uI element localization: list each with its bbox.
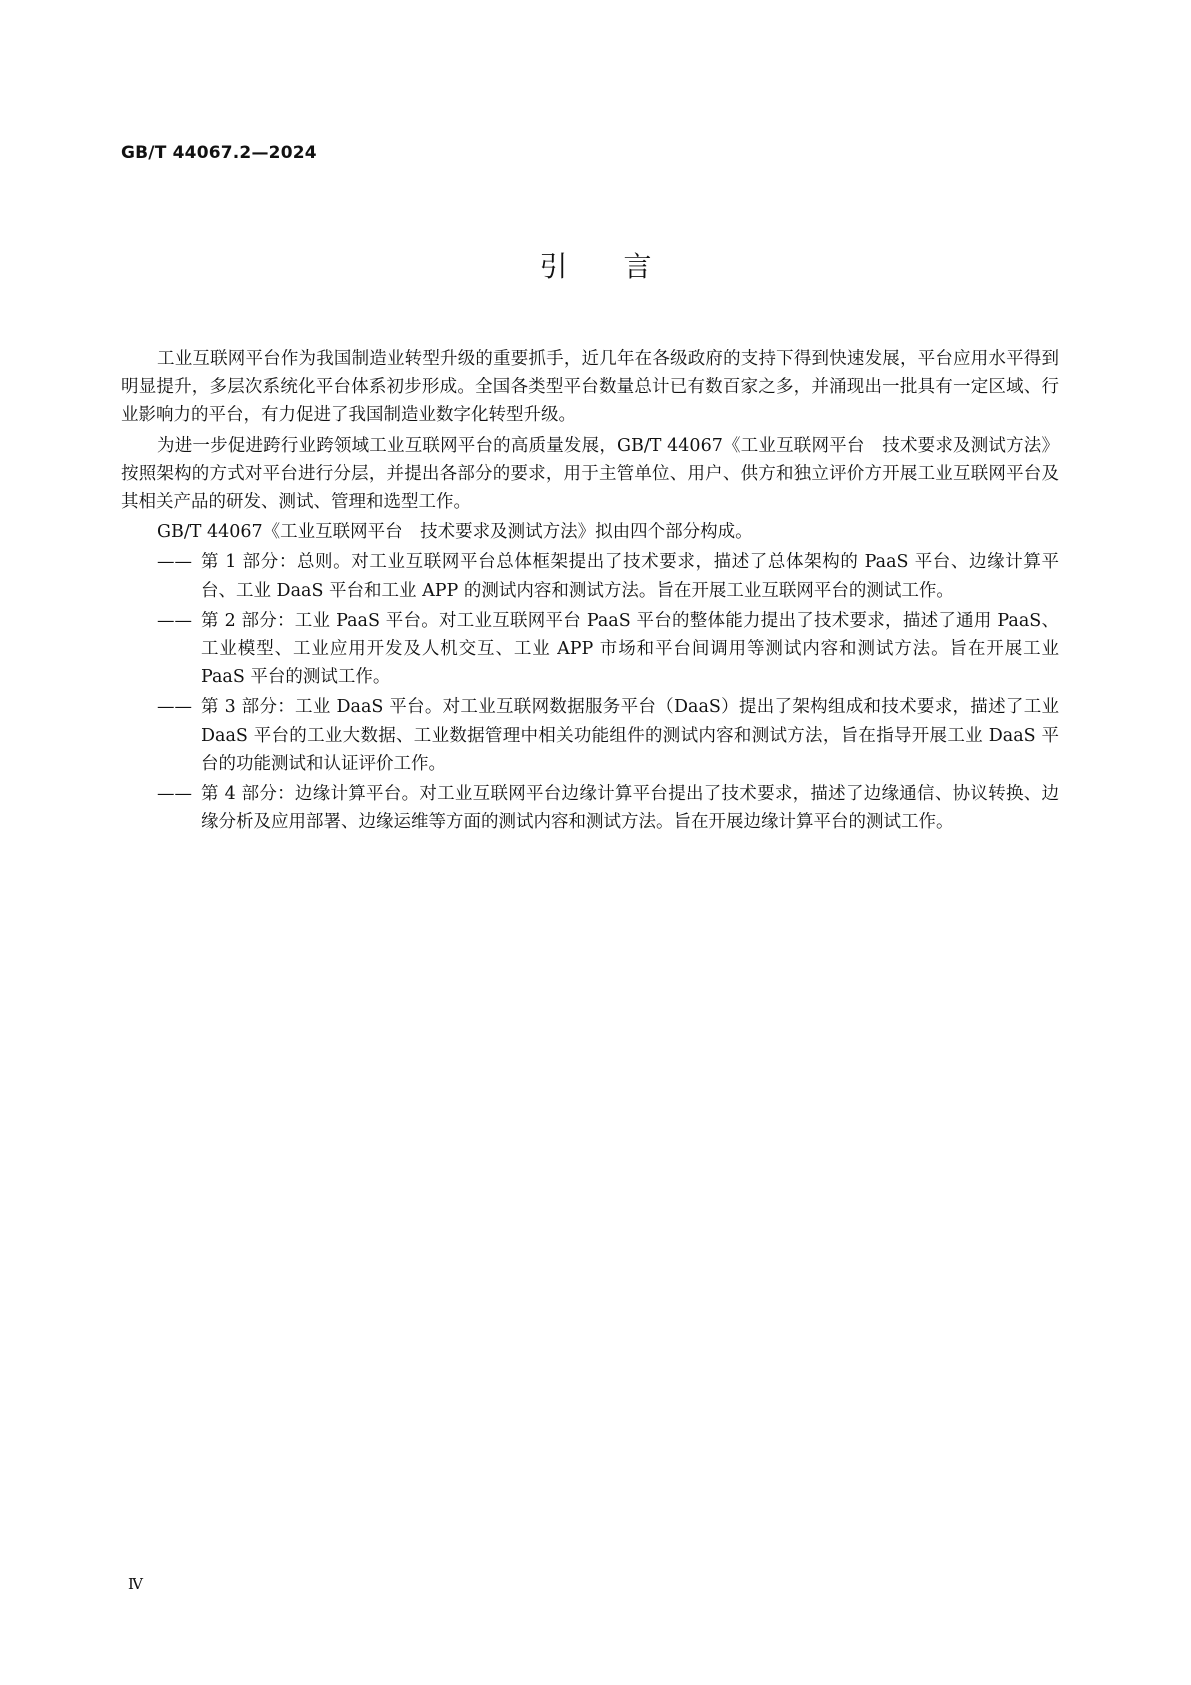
list-item	[121, 548, 1059, 604]
list-item	[121, 607, 1059, 692]
intro-paragraph-2: 为进一步促进跨行业跨领域工业互联网平台的高质量发展，GB/T 44067《工业互联网平台 技术要求及测试方法》按照架构的方式对平台进行分层，并提出各部分的要求，用于主管单位、用户、供方和独立评价方开展工业互联网平台及其相关产品的研发、测试、管理和选型工作。	[121, 435, 1059, 513]
page-title: 引言	[539, 250, 708, 283]
part-2-text: 第 2 部分：工业 PaaS 平台。对工业互联网平台 PaaS 平台的整体能力提出了技术要求，描述了通用 PaaS、工业模型、工业应用开发及人机交互、工业 APP 市场和平台间调用等测试内容和测试方法。旨在开展工业 PaaS 平台的测试工作。	[201, 610, 1059, 688]
intro-paragraph-3: GB/T 44067《工业互联网平台 技术要求及测试方法》拟由四个部分构成。	[157, 522, 753, 543]
document-body	[121, 345, 1059, 836]
part-4-text: 第 4 部分：边缘计算平台。对工业互联网平台边缘计算平台提出了技术要求，描述了边缘通信、协议转换、边缘分析及应用部署、边缘运维等方面的测试内容和测试方法。旨在开展边缘计算平台的测试工作。	[201, 784, 1059, 833]
document-number: GB/T 44067.2—2024	[121, 143, 317, 163]
intro-paragraph-1: 工业互联网平台作为我国制造业转型升级的重要抓手，近几年在各级政府的支持下得到快速发展，平台应用水平得到明显提升，多层次系统化平台体系初步形成。全国各类型平台数量总计已有数百家之多，并涌现出一批具有一定区域、行业影响力的平台，有力促进了我国制造业数字化转型升级。	[121, 349, 1059, 426]
list-dash: ——	[157, 697, 192, 718]
list-dash: ——	[157, 784, 192, 805]
list-dash: ——	[157, 552, 192, 573]
list-item	[121, 780, 1059, 836]
list-dash: ——	[157, 610, 192, 631]
part-3-text: 第 3 部分：工业 DaaS 平台。对工业互联网数据服务平台（DaaS）提出了架构组成和技术要求，描述了工业 DaaS 平台的工业大数据、工业数据管理中相关功能组件的测试内容和测试方法，旨在指导开展工业 DaaS 平台的功能测试和认证评价工作。	[201, 697, 1059, 774]
part-1-text: 第 1 部分：总则。对工业互联网平台总体框架提出了技术要求，描述了总体架构的 PaaS 平台、边缘计算平台、工业 DaaS 平台和工业 APP 的测试内容和测试方法。旨在开展工业互联网平台的测试工作。	[201, 552, 1059, 601]
parts-list	[121, 548, 1059, 836]
page-number: Ⅳ	[128, 1575, 143, 1593]
list-item	[121, 693, 1059, 778]
